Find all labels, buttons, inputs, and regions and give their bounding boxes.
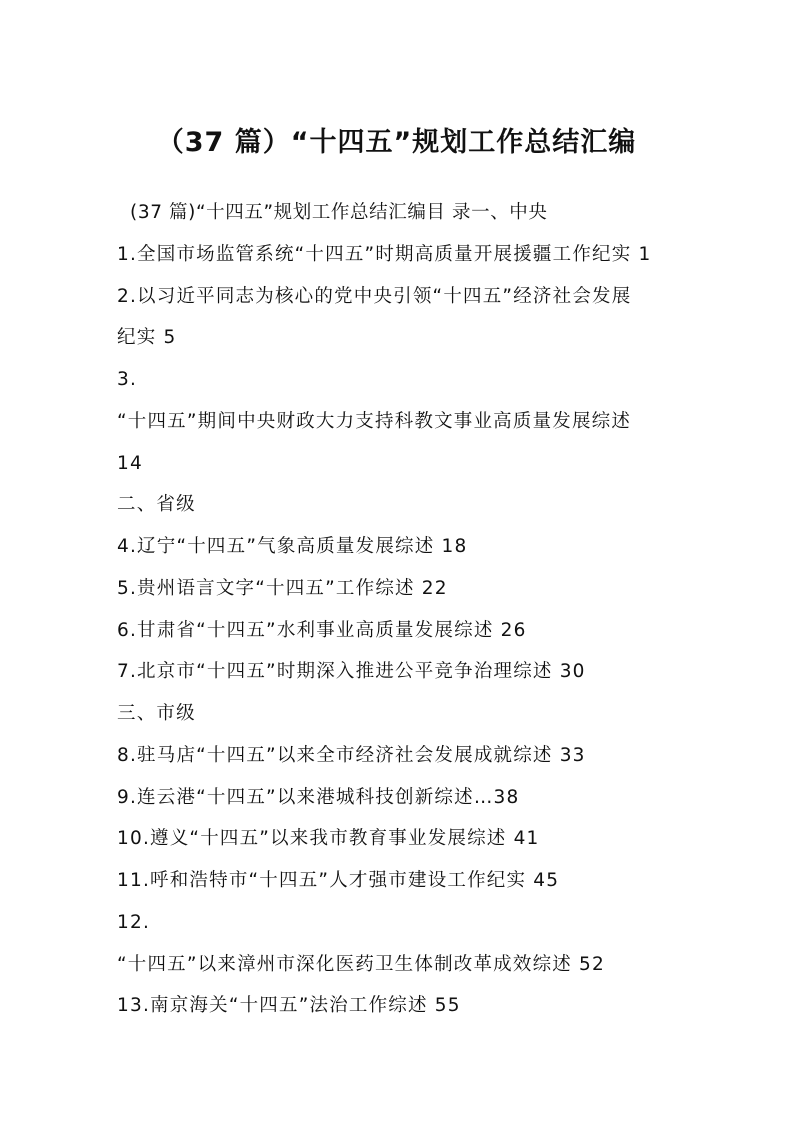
toc-line: 12. bbox=[117, 912, 151, 933]
toc-line: 13.南京海关“十四五”法治工作综述 55 bbox=[117, 995, 461, 1016]
toc-heading: (37 篇)“十四五”规划工作总结汇编目 录一、中央 bbox=[130, 202, 548, 223]
document-title: （37 篇）“十四五”规划工作总结汇编 bbox=[156, 127, 637, 158]
toc-line: “十四五”以来漳州市深化医药卫生体制改革成效综述 52 bbox=[117, 954, 605, 975]
toc-line: 2.以习近平同志为核心的党中央引领“十四五”经济社会发展 bbox=[117, 286, 632, 307]
toc-line: 8.驻马店“十四五”以来全市经济社会发展成就综述 33 bbox=[117, 745, 586, 766]
toc-line: 9.连云港“十四五”以来港城科技创新综述…38 bbox=[117, 787, 520, 808]
section-heading: 二、省级 bbox=[117, 494, 196, 515]
toc-line: 11.呼和浩特市“十四五”人才强市建设工作纪实 45 bbox=[117, 870, 560, 891]
toc-line: 4.辽宁“十四五”气象高质量发展综述 18 bbox=[117, 536, 468, 557]
toc-line: 14 bbox=[117, 453, 143, 474]
toc-line: 5.贵州语言文字“十四五”工作综述 22 bbox=[117, 578, 448, 599]
toc-line: 纪实 5 bbox=[117, 327, 177, 348]
toc-line: 1.全国市场监管系统“十四五”时期高质量开展援疆工作纪实 1 bbox=[117, 244, 652, 265]
section-heading: 三、市级 bbox=[117, 703, 196, 724]
toc-line: 10.遵义“十四五”以来我市教育事业发展综述 41 bbox=[117, 828, 540, 849]
toc-line: “十四五”期间中央财政大力支持科教文事业高质量发展综述 bbox=[117, 411, 632, 432]
toc-line: 7.北京市“十四五”时期深入推进公平竞争治理综述 30 bbox=[117, 661, 586, 682]
toc-line: 3. bbox=[117, 369, 138, 390]
toc-line: 6.甘肃省“十四五”水利事业高质量发展综述 26 bbox=[117, 620, 527, 641]
